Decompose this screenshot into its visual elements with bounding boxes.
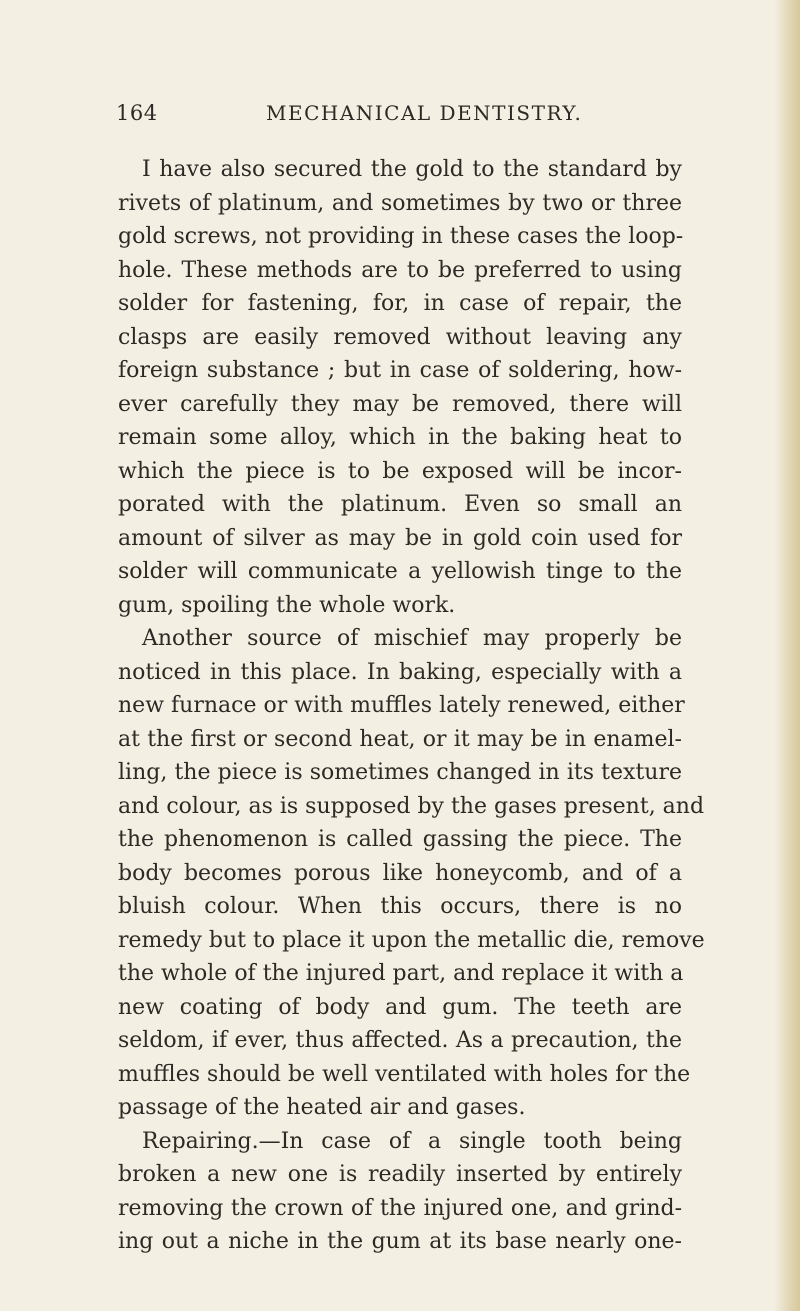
text-line: new furnace or with muffles lately renewed, either <box>118 693 685 718</box>
text-line: the phenomenon is called gassing the piece. The <box>118 827 682 852</box>
text-line: ing out a niche in the gum at its base nearly one- <box>118 1229 682 1254</box>
text-line: clasps are easily removed without leaving any <box>118 324 682 350</box>
page-header <box>116 101 596 131</box>
text-line: gum, spoiling the whole work. <box>118 592 456 618</box>
text-line: seldom, if ever, thus affected. As a precaution, the <box>118 1028 682 1053</box>
text-line: porated with the platinum. Even so small an <box>118 492 682 517</box>
text-line: solder will communicate a yellowish tinge to the <box>118 559 682 584</box>
text-line: the whole of the injured part, and replace it with a <box>118 961 684 986</box>
text-line: ling, the piece is sometimes changed in its texture <box>118 760 682 785</box>
page-number: 164 <box>116 101 158 125</box>
text-line: noticed in this place. In baking, especially with a <box>118 659 682 685</box>
text-line: Repairing.—In case of a single tooth being <box>142 1128 682 1154</box>
text-line: Another source of mischief may properly be <box>142 626 682 651</box>
text-line: rivets of platinum, and sometimes by two or three <box>118 190 682 216</box>
text-line: solder for fastening, for, in case of repair, the <box>118 291 682 316</box>
text-line: foreign substance ; but in case of soldering, how- <box>118 358 682 383</box>
text-line: body becomes porous like honeycomb, and of a <box>118 860 682 886</box>
text-line: new coating of body and gum. The teeth are <box>118 994 682 1020</box>
text-line: remedy but to place it upon the metallic die, remove <box>118 927 705 953</box>
text-line: which the piece is to be exposed will be incor- <box>118 458 682 484</box>
text-line: removing the crown of the injured one, and grind- <box>118 1195 682 1221</box>
page-edge-shadow <box>774 0 800 1311</box>
text-line: muffles should be well ventilated with holes for the <box>118 1061 691 1087</box>
text-line: broken a new one is readily inserted by entirely <box>118 1162 682 1187</box>
text-line: hole. These methods are to be preferred to using <box>118 257 682 283</box>
text-line: amount of silver as may be in gold coin used for <box>118 525 682 551</box>
text-line: I have also secured the gold to the standard by <box>142 157 682 182</box>
text-line: and colour, as is supposed by the gases present, and <box>118 793 705 819</box>
text-line: passage of the heated air and gases. <box>118 1095 526 1120</box>
text-line: at the first or second heat, or it may be in enamel- <box>118 726 682 752</box>
text-line: gold screws, not providing in these cases the loop- <box>118 224 684 249</box>
text-line: bluish colour. When this occurs, there is no <box>118 894 682 919</box>
text-line: remain some alloy, which in the baking heat to <box>118 425 682 450</box>
running-head: MECHANICAL DENTISTRY. <box>266 101 583 125</box>
text-line: ever carefully they may be removed, there will <box>118 391 682 417</box>
body-text <box>118 153 705 1259</box>
